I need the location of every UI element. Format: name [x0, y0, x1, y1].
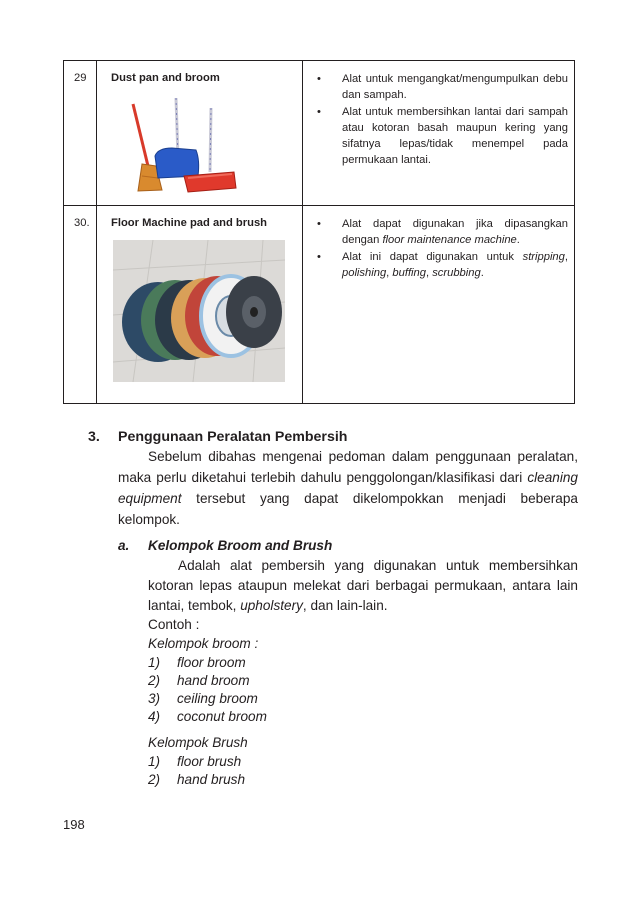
item-name: Dust pan and broom	[111, 72, 220, 84]
subsection-broom-brush	[118, 536, 578, 789]
description-list	[303, 206, 574, 281]
description-item: • Alat dapat digunakan jika dipasangkan dengan floor maintenance machine.	[317, 216, 568, 248]
list-number: 4)	[148, 709, 161, 724]
list-item	[148, 654, 578, 672]
floor-machine-pad-image	[113, 240, 285, 382]
list-item	[148, 753, 578, 771]
list-text: hand brush	[177, 772, 246, 787]
description-list	[303, 61, 574, 168]
list-number: 2)	[148, 772, 161, 787]
subsection-paragraph: Adalah alat pembersih yang digunakan untuk membersihkan kotoran lepas ataupun melekat dari berbagai permukaan, antara lain lantai, tembok, upholstery, dan lain-lain.	[148, 558, 578, 613]
list-text: floor broom	[177, 655, 246, 670]
dust-pan-and-broom-image	[128, 96, 238, 196]
dust-pan-blue	[155, 98, 199, 178]
row-number: 30.	[74, 217, 90, 229]
subsection-letter: a.	[118, 538, 130, 553]
brush-list	[148, 753, 578, 789]
row-number-cell	[64, 61, 97, 206]
section-heading	[88, 428, 578, 446]
subsection-heading	[118, 536, 578, 556]
row-number-cell	[64, 206, 97, 404]
broom-group-title: Kelompok broom :	[148, 636, 259, 651]
description-item: • Alat ini dapat digunakan untuk stripping, polishing, buffing, scrubbing.	[317, 249, 568, 281]
item-description-cell	[303, 206, 575, 404]
list-text: coconut broom	[177, 709, 267, 724]
description-item: • Alat untuk mengangkat/mengumpulkan debu dan sampah.	[317, 71, 568, 103]
list-number: 1)	[148, 754, 161, 769]
list-text: hand broom	[177, 673, 250, 688]
list-text: floor brush	[177, 754, 242, 769]
page-number: 198	[63, 817, 85, 832]
example-label: Contoh :	[148, 617, 200, 632]
list-number: 2)	[148, 673, 161, 688]
item-description-cell	[303, 61, 575, 206]
list-text: ceiling broom	[177, 691, 258, 706]
row-number: 29	[74, 72, 87, 84]
list-number: 1)	[148, 655, 161, 670]
subsection-title: Kelompok Broom and Brush	[148, 538, 333, 553]
broom-list	[148, 654, 578, 726]
description-item: • Alat untuk membersihkan lantai dari sampah atau kotoran basah maupun kering yang sifatnya lepas/tidak menempel pada permukaan lantai.	[317, 104, 568, 168]
brush-group-title: Kelompok Brush	[148, 735, 248, 750]
list-item	[148, 771, 578, 789]
section-paragraph: Sebelum dibahas mengenai pedoman dalam penggunaan peralatan, maka perlu diketahui terlebih dahulu penggolongan/klasifikasi dari cleaning equipment tersebut yang dapat dikelompokkan menjadi beberapa kelompok.	[118, 449, 578, 527]
section-number: 3.	[88, 429, 100, 445]
list-item	[148, 690, 578, 708]
section-title: Penggunaan Peralatan Pembersih	[118, 429, 348, 445]
list-item	[148, 672, 578, 690]
list-item	[148, 708, 578, 726]
section-usage	[88, 428, 578, 789]
list-number: 3)	[148, 691, 161, 706]
item-name: Floor Machine pad and brush	[111, 217, 268, 229]
